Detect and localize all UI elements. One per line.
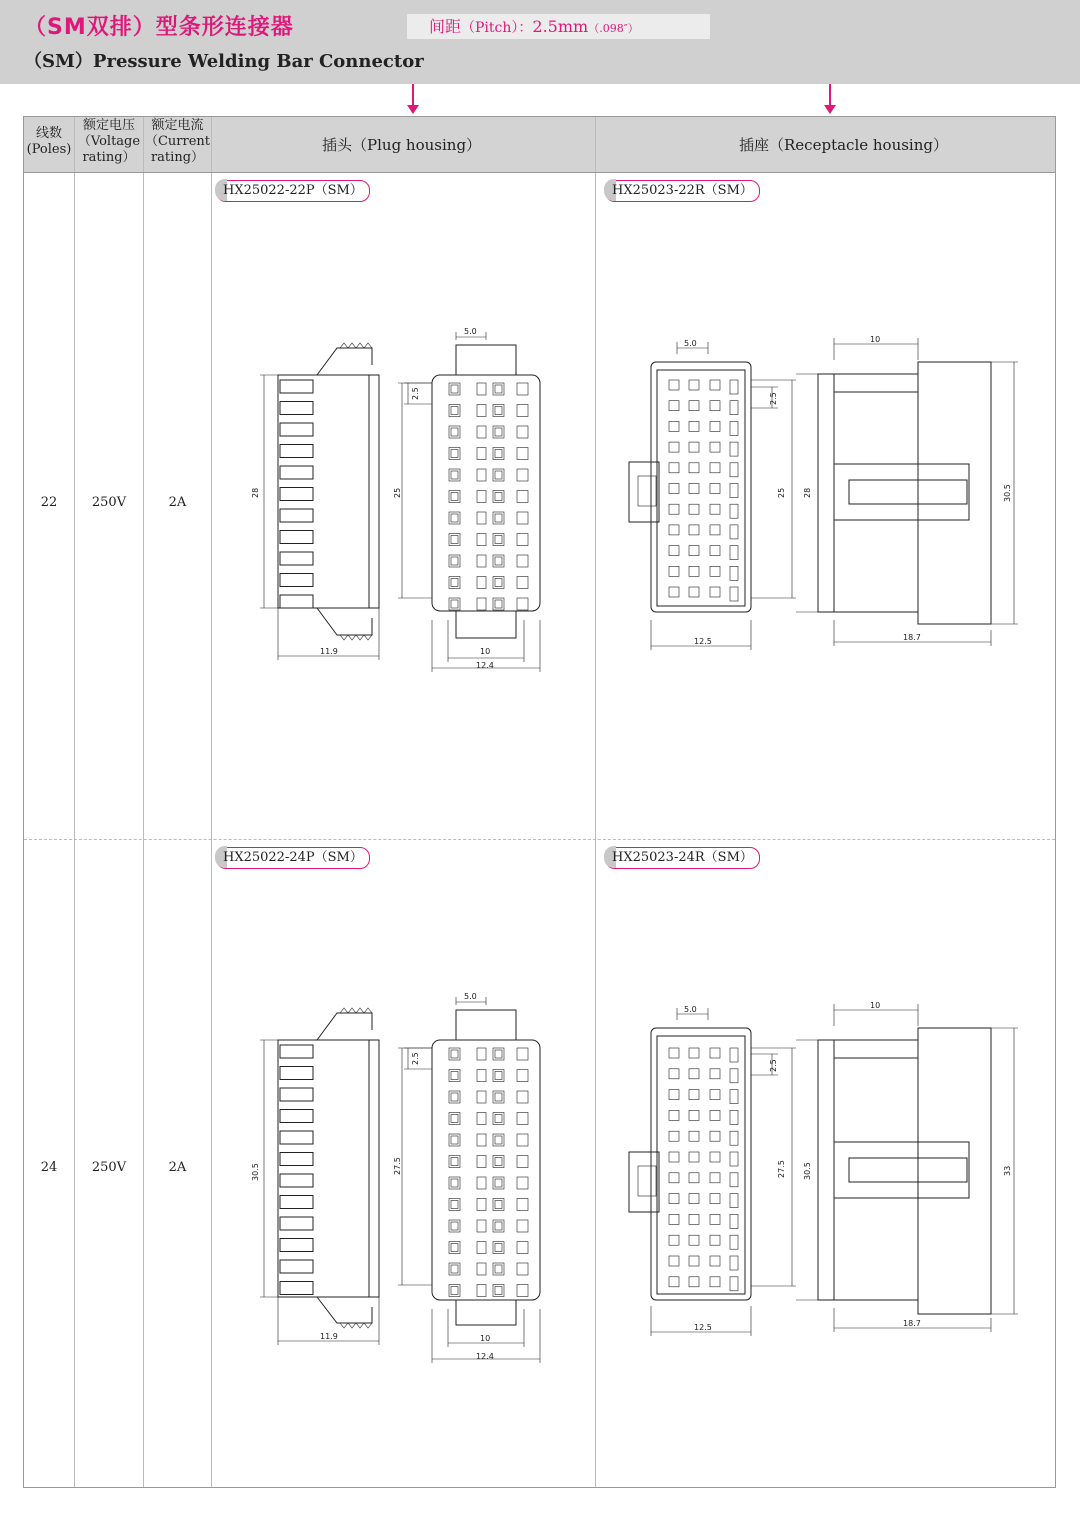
contact-cavity [451,1050,458,1058]
contact-cavity [495,1115,502,1123]
dim-rec-side-width: 18.7 [903,1319,921,1328]
plug-side-view [251,1008,379,1345]
contact-cavity [495,1222,502,1230]
contact-cavity [730,546,738,560]
slot [280,552,313,565]
contact-cavity [517,534,528,546]
contact-cavity [517,1070,528,1082]
contact-cavity [669,1173,679,1183]
contact-cavity [495,1158,502,1166]
slot [280,1045,313,1058]
dim-side-height: 30.5 [251,1163,260,1181]
row2-plug-part-label: HX25022-24P（SM） [216,847,370,869]
contact-cavity [689,484,699,494]
slot [280,423,313,436]
contact-cavity [689,587,699,597]
contact-cavity [477,1113,486,1125]
row2-receptacle-drawing [596,996,1054,1341]
contact-cavity [710,484,720,494]
contact-cavity [730,1256,738,1270]
contact-cavity [495,1201,502,1209]
contact-cavity [477,469,486,481]
contact-cavity [495,1093,502,1101]
contact-cavity [669,1110,679,1120]
slot [280,1196,313,1209]
contact-cavity [669,504,679,514]
contact-cavity [451,1201,458,1209]
contact-cavity [477,448,486,460]
dim-rec-pitch: 5.0 [684,339,697,348]
contact-cavity [517,1177,528,1189]
contact-cavity [477,1263,486,1275]
slot [280,595,313,608]
contact-cavity [495,1072,502,1080]
contact-cavity [710,1214,720,1224]
contact-cavity [669,1194,679,1204]
contact-cavity [477,426,486,438]
contact-cavity [710,1194,720,1204]
dim-rec-side-h1: 28 [803,487,812,498]
contact-cavity [730,1090,738,1104]
contact-cavity [495,1287,502,1295]
dim-front-outer: 12.4 [476,661,494,670]
dim-rec-row: 2.5 [769,392,778,405]
dim-rec-side-top: 10 [870,1001,881,1010]
contact-cavity [477,491,486,503]
dim-side-width: 11.9 [320,647,338,656]
dim-rec-width: 12.5 [694,637,712,646]
contact-cavity [477,383,486,395]
contact-cavity [495,428,502,436]
dim-side-height: 28 [251,487,260,498]
contact-cavity [517,383,528,395]
contact-cavity [669,1090,679,1100]
contact-cavity [451,1222,458,1230]
contact-cavity [477,1048,486,1060]
contact-cavity [730,525,738,539]
dim-front-inner: 10 [480,647,491,656]
contact-cavity [477,1199,486,1211]
contact-cavity [689,1194,699,1204]
row1-receptacle-drawing [596,330,1054,660]
contact-cavity [451,1115,458,1123]
dim-front-height: 27.5 [393,1157,402,1175]
contact-cavity [689,1069,699,1079]
contact-cavity [477,1177,486,1189]
receptacle-front-view [629,339,796,650]
row1-plug-part-label: HX25022-22P（SM） [216,180,370,202]
contact-cavity [495,514,502,522]
contact-cavity [495,493,502,501]
contact-cavity [517,1156,528,1168]
contact-cavity [669,463,679,473]
contact-cavity [730,1152,738,1166]
contact-cavity [517,426,528,438]
dim-rec-height: 25 [777,487,786,498]
contact-cavity [451,493,458,501]
contact-cavity [477,555,486,567]
contact-cavity [495,557,502,565]
pitch-label-cn: 间距 [429,17,462,36]
contact-cavity [689,1214,699,1224]
header-plug: 插头（Plug housing） [322,136,482,154]
contact-cavity [689,504,699,514]
contact-cavity [495,1265,502,1273]
contact-cavity [451,471,458,479]
header-voltage: 额定电压 （Voltage rating） [77,118,141,165]
slot [280,509,313,522]
contact-cavity [517,1285,528,1297]
contact-cavity [710,421,720,431]
contact-cavity [730,1194,738,1208]
contact-cavity [710,442,720,452]
contact-cavity [451,428,458,436]
pitch-box [407,14,710,39]
slot [280,574,313,587]
contact-cavity [730,1110,738,1124]
plug-front-view [393,992,540,1363]
contact-cavity [517,1242,528,1254]
contact-cavity [689,401,699,411]
contact-cavity [669,566,679,576]
contact-cavity [451,557,458,565]
contact-cavity [669,1277,679,1287]
slot [280,1110,313,1123]
contact-cavity [477,512,486,524]
contact-cavity [477,1134,486,1146]
contact-cavity [710,504,720,514]
dim-side-width: 11.9 [320,1332,338,1341]
contact-cavity [517,1134,528,1146]
divider [211,116,1056,117]
contact-cavity [689,1173,699,1183]
contact-cavity [517,1091,528,1103]
slot [280,1282,313,1295]
contact-cavity [495,385,502,393]
dim-front-pitch: 5.0 [464,992,477,1001]
contact-cavity [710,401,720,411]
contact-cavity [710,1173,720,1183]
row1-voltage: 250V [91,495,127,510]
contact-cavity [689,1256,699,1266]
contact-cavity [730,504,738,518]
contact-cavity [451,1287,458,1295]
contact-cavity [451,450,458,458]
contact-cavity [451,407,458,415]
contact-cavity [477,534,486,546]
contact-cavity [730,566,738,580]
slot [280,1088,313,1101]
contact-cavity [517,598,528,610]
contact-cavity [669,1256,679,1266]
header-receptacle: 插座（Receptacle housing） [739,136,948,154]
dim-rec-side-h1: 30.5 [803,1162,812,1180]
slot [280,488,313,501]
contact-cavity [730,421,738,435]
contact-cavity [517,1199,528,1211]
pitch-label-en: （Pitch）： [461,20,533,36]
contact-cavity [517,1113,528,1125]
contact-cavity [710,1131,720,1141]
contact-cavity [477,1070,486,1082]
row1-receptacle-part-label: HX25023-22R（SM） [605,180,760,202]
contact-cavity [669,587,679,597]
row2-receptacle-part-label: HX25023-24R（SM） [605,847,760,869]
contact-cavity [710,525,720,535]
contact-cavity [495,407,502,415]
contact-cavity [517,577,528,589]
row2-poles: 24 [40,1160,58,1175]
contact-cavity [451,1072,458,1080]
contact-cavity [710,587,720,597]
contact-cavity [517,512,528,524]
dim-front-height: 25 [393,487,402,498]
row2-voltage: 250V [91,1160,127,1175]
dim-rec-row: 2.5 [769,1059,778,1072]
contact-cavity [451,1179,458,1187]
contact-cavity [689,566,699,576]
contact-cavity [730,1069,738,1083]
contact-cavity [669,1235,679,1245]
dim-rec-side-top: 10 [870,335,881,344]
row1-current: 2A [168,495,187,510]
contact-cavity [669,546,679,556]
contact-cavity [710,380,720,390]
dim-front-inner: 10 [480,1334,491,1343]
contact-cavity [517,448,528,460]
dim-rec-side-width: 18.7 [903,633,921,642]
contact-cavity [477,598,486,610]
contact-cavity [451,579,458,587]
title-english: （SM）Pressure Welding Bar Connector [24,51,424,72]
contact-cavity [710,566,720,576]
contact-cavity [495,600,502,608]
contact-cavity [689,1048,699,1058]
receptacle-arrow-icon [829,84,831,106]
slot [280,380,313,393]
contact-cavity [669,525,679,535]
contact-cavity [495,471,502,479]
contact-cavity [451,600,458,608]
header-poles: 线数 (Poles) [26,126,72,157]
slot [280,531,313,544]
slot [280,466,313,479]
contact-cavity [730,442,738,456]
plug-side-view [251,343,379,660]
contact-cavity [495,1050,502,1058]
dim-front-row: 2.5 [411,387,420,400]
contact-cavity [451,1158,458,1166]
row2-plug-drawing [212,985,594,1370]
contact-cavity [669,401,679,411]
contact-cavity [669,1131,679,1141]
contact-cavity [669,442,679,452]
contact-cavity [451,1244,458,1252]
contact-cavity [451,1136,458,1144]
contact-cavity [477,1285,486,1297]
pitch-mm: 2.5mm [532,17,589,36]
contact-cavity [495,579,502,587]
contact-cavity [669,421,679,431]
contact-cavity [710,463,720,473]
row2-current: 2A [168,1160,187,1175]
contact-cavity [710,1152,720,1162]
contact-cavity [689,525,699,535]
plug-arrow-icon [412,84,414,106]
slot [280,1217,313,1230]
contact-cavity [689,421,699,431]
slot [280,445,313,458]
contact-cavity [517,1220,528,1232]
plug-front-view [393,327,540,672]
contact-cavity [710,1069,720,1079]
row1-poles: 22 [40,495,58,510]
pitch-inch: （.098″） [588,22,639,35]
row1-plug-drawing [212,320,594,680]
contact-cavity [689,1235,699,1245]
contact-cavity [669,1214,679,1224]
contact-cavity [477,577,486,589]
contact-cavity [477,1156,486,1168]
contact-cavity [689,546,699,556]
contact-cavity [451,1093,458,1101]
contact-cavity [730,1277,738,1291]
contact-cavity [451,514,458,522]
contact-cavity [689,463,699,473]
contact-cavity [730,1214,738,1228]
dim-front-pitch: 5.0 [464,327,477,336]
contact-cavity [730,380,738,394]
contact-cavity [730,1235,738,1249]
contact-cavity [730,463,738,477]
contact-cavity [669,1048,679,1058]
contact-cavity [517,1263,528,1275]
dim-front-outer: 12.4 [476,1352,494,1361]
contact-cavity [495,450,502,458]
contact-cavity [710,1090,720,1100]
slot [280,1239,313,1252]
contact-cavity [495,1179,502,1187]
slot [280,1067,313,1080]
contact-cavity [710,546,720,556]
contact-cavity [669,1069,679,1079]
contact-cavity [730,484,738,498]
contact-cavity [477,1091,486,1103]
contact-cavity [730,587,738,601]
dim-rec-side-h2: 30.5 [1003,484,1012,502]
contact-cavity [730,1048,738,1062]
contact-cavity [730,1131,738,1145]
contact-cavity [517,491,528,503]
contact-cavity [451,1265,458,1273]
contact-cavity [689,380,699,390]
contact-cavity [517,1048,528,1060]
slot [280,1260,313,1273]
contact-cavity [689,1152,699,1162]
dim-rec-height: 27.5 [777,1160,786,1178]
contact-cavity [710,1235,720,1245]
contact-cavity [517,469,528,481]
slot [280,402,313,415]
divider [24,172,1055,173]
dim-rec-width: 12.5 [694,1323,712,1332]
contact-cavity [710,1277,720,1287]
header-current: 额定电流 （Current rating） [144,118,211,165]
contact-cavity [451,385,458,393]
contact-cavity [517,405,528,417]
divider [143,117,144,1487]
contact-cavity [710,1048,720,1058]
slot [280,1153,313,1166]
contact-cavity [669,1152,679,1162]
contact-cavity [477,405,486,417]
contact-cavity [689,442,699,452]
contact-cavity [730,401,738,415]
contact-cavity [517,555,528,567]
contact-cavity [689,1131,699,1141]
title-chinese: （SM双排）型条形连接器 [24,15,294,40]
contact-cavity [451,536,458,544]
contact-cavity [689,1110,699,1120]
receptacle-side-view [796,335,1018,646]
row-divider [24,839,1055,840]
contact-cavity [710,1110,720,1120]
contact-cavity [730,1173,738,1187]
receptacle-side-view [796,1001,1018,1332]
contact-cavity [477,1220,486,1232]
slot [280,1131,313,1144]
contact-cavity [495,1244,502,1252]
contact-cavity [495,536,502,544]
contact-cavity [669,484,679,494]
contact-cavity [495,1136,502,1144]
dim-rec-side-h2: 33 [1003,1165,1012,1176]
contact-cavity [689,1090,699,1100]
receptacle-front-view [629,1005,796,1336]
dim-front-row: 2.5 [411,1052,420,1065]
slot [280,1174,313,1187]
contact-cavity [669,380,679,390]
contact-cavity [710,1256,720,1266]
dim-rec-pitch: 5.0 [684,1005,697,1014]
contact-cavity [689,1277,699,1287]
divider [74,117,75,1487]
contact-cavity [477,1242,486,1254]
